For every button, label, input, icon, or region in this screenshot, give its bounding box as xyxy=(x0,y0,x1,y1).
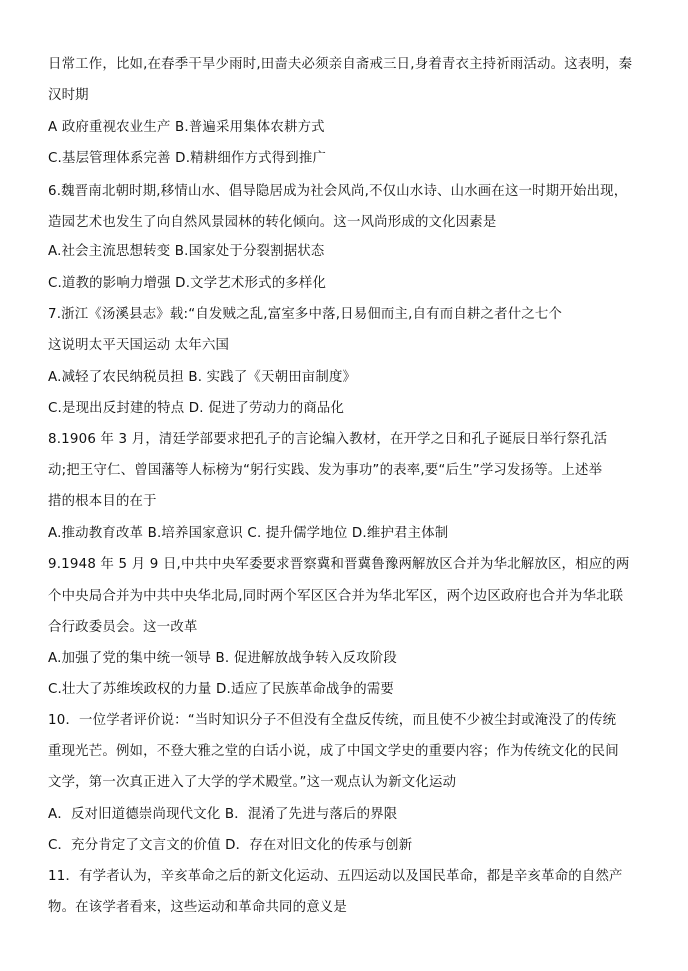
text-line: 这说明太平天国运动 太年六国 xyxy=(48,338,230,353)
question-7-line: 7.浙江《汤溪县志》载:“自发贼之乱,富室多中落,日易佃而主,自有而自耕之者什之七个 xyxy=(48,307,563,322)
question-6-line: 6.魏晋南北朝时期,移情山水、倡导隐居成为社会风尚,不仅山水诗、山水画在这一时期开始出现， xyxy=(48,184,628,199)
option-line: C．充分肯定了文言文的价值 D．存在对旧文化的传承与创新 xyxy=(48,838,413,853)
question-9-line: 9.1948 年 5 月 9 日,中共中央军委要求晋察冀和晋冀鲁豫两解放区合并为华北解放区，相应的两 xyxy=(48,557,630,572)
question-11-line: 11．有学者认为，辛亥革命之后的新文化运动、五四运动以及国民革命，都是辛亥革命的自然产 xyxy=(48,869,623,884)
option-line: C.基层管理体系完善 D.精耕细作方式得到推广 xyxy=(48,151,327,166)
option-line: A.减轻了农民纳税员担 B. 实践了《天朝田亩制度》 xyxy=(48,370,357,385)
option-line: C.壮大了苏维埃政权的力量 D.适应了民族革命战争的需要 xyxy=(48,682,395,697)
option-line: A．反对旧道德崇尚现代文化 B．混淆了先进与落后的界限 xyxy=(48,807,398,822)
text-line: 汉时期 xyxy=(48,88,89,103)
option-line: C.是现出反封建的特点 D. 促进了劳动力的商品化 xyxy=(48,401,345,416)
question-10-line: 10．一位学者评价说：“当时知识分子不但没有全盘反传统，而且使不少被尘封或淹没了的传统 xyxy=(48,713,617,728)
text-line: 动;把王守仁、曾国藩等人标榜为“躬行实践、发为事功”的表率,要“后生”学习发扬等。上述举 xyxy=(48,463,603,478)
option-line: C.道教的影响力增强 D.文学艺术形式的多样化 xyxy=(48,276,327,291)
option-line: A.加强了党的集中统一领导 B. 促进解放战争转入反攻阶段 xyxy=(48,651,397,666)
text-line: 物。在该学者看来，这些运动和革命共同的意义是 xyxy=(48,900,347,915)
text-line: 措的根本目的在于 xyxy=(48,494,157,509)
option-line: A.社会主流思想转变 B.国家处于分裂割据状态 xyxy=(48,244,325,259)
text-line: 合行政委员会。这一改革 xyxy=(48,620,198,635)
question-8-line: 8.1906 年 3 月，清廷学部要求把孔子的言论编入教材，在开学之日和孔子诞辰日举行祭孔活 xyxy=(48,432,608,447)
text-line: 造园艺术也发生了向自然风景园林的转化倾向。这一风尚形成的文化因素是 xyxy=(48,215,497,230)
text-line: 个中央局合并为中共中央华北局,同时两个军区区合并为华北军区，两个边区政府也合并为华北联 xyxy=(48,589,624,604)
option-line: A 政府重视农业生产 B.普遍采用集体农耕方式 xyxy=(48,120,325,135)
text-line: 重现光芒。例如，不登大雅之堂的白话小说，成了中国文学史的重要内容；作为传统文化的民间 xyxy=(48,744,619,759)
option-line: A.推动教育改革 B.培养国家意识 C. 提升儒学地位 D.维护君主体制 xyxy=(48,526,449,541)
text-line: 文学，第一次真正进入了大学的学术殿堂。”这一观点认为新文化运动 xyxy=(48,775,457,790)
text-line: 日常工作，比如,在春季干旱少雨时,田啬夫必须亲自斋戒三日,身着青衣主持祈雨活动。这表明，秦 xyxy=(48,57,633,72)
